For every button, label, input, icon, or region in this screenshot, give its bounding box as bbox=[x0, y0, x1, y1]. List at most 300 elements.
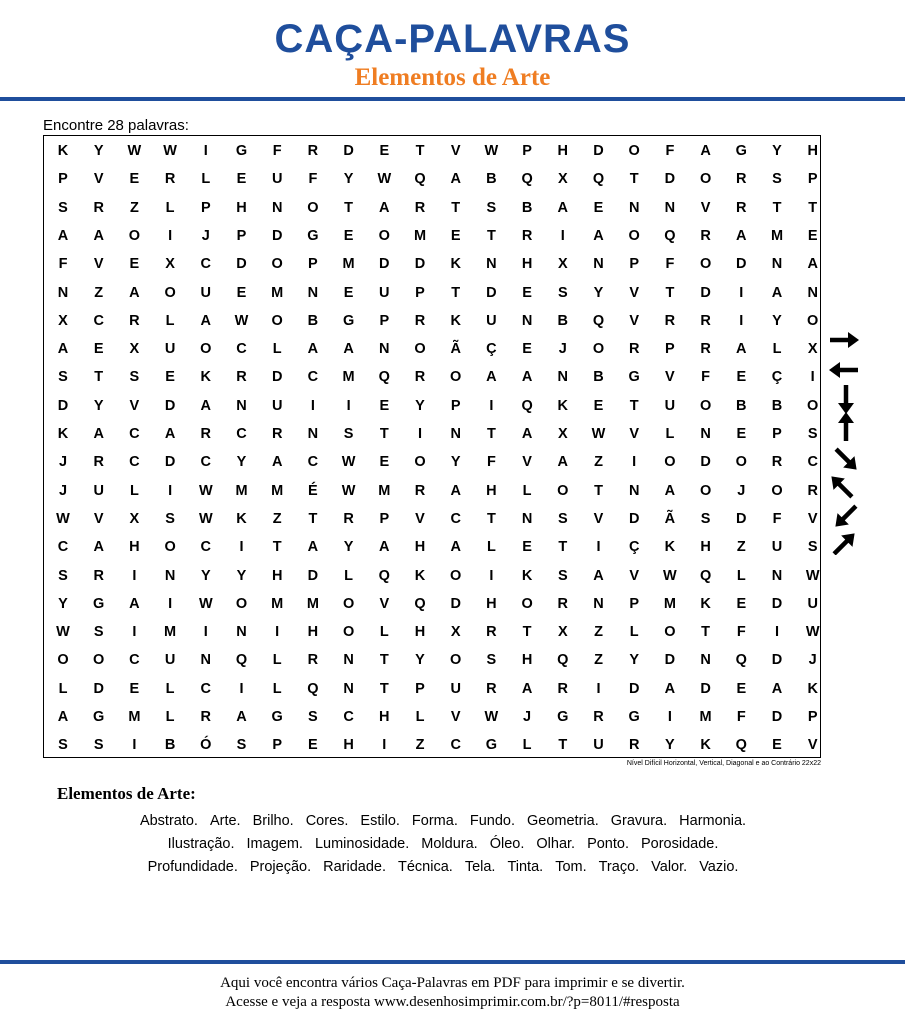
grid-letter: E bbox=[736, 595, 747, 612]
grid-letter: U bbox=[271, 171, 283, 188]
grid-letter: N bbox=[307, 426, 319, 442]
grid-letter: S bbox=[557, 567, 568, 584]
grid-letter: G bbox=[271, 709, 283, 725]
footer-line-2: Acesse e veja a resposta www.desenhosimprimir.com.br/?p=8011/#resposta bbox=[225, 994, 680, 1010]
grid-letter: C bbox=[200, 539, 212, 556]
grid-letter: L bbox=[344, 567, 354, 584]
grid-letter: W bbox=[341, 454, 356, 471]
grid-letter: C bbox=[236, 341, 247, 358]
grid-letter: V bbox=[379, 595, 390, 612]
grid-letter: S bbox=[129, 369, 140, 386]
grid-letter: A bbox=[271, 454, 283, 471]
grid-letter: V bbox=[593, 510, 604, 527]
grid-letter: Q bbox=[557, 652, 569, 669]
grid-letter: S bbox=[557, 284, 568, 301]
grid-letter: Q bbox=[307, 680, 319, 697]
grid-letter: M bbox=[699, 709, 712, 725]
grid-letter: E bbox=[736, 369, 747, 386]
grid-letter: Z bbox=[415, 737, 425, 754]
grid-letter: T bbox=[486, 426, 496, 442]
grid-letter: N bbox=[593, 256, 604, 273]
grid-letter: R bbox=[486, 624, 497, 641]
grid-letter: W bbox=[484, 143, 499, 159]
grid-letter: X bbox=[58, 312, 68, 329]
grid-letter: R bbox=[129, 312, 140, 329]
grid-letter: U bbox=[664, 397, 676, 414]
grid-letter: F bbox=[308, 171, 318, 188]
grid-letter: J bbox=[558, 341, 567, 358]
grid-letter: D bbox=[628, 680, 640, 697]
grid-letter: T bbox=[665, 284, 675, 301]
grid-letter: E bbox=[165, 369, 175, 386]
difficulty-note: Nível Difícil Horizontal, Vertical, Diagonal e ao Contrário 22x22 bbox=[626, 760, 821, 767]
grid-letter: V bbox=[665, 369, 675, 386]
grid-letter: T bbox=[522, 624, 532, 641]
grid-letter: Q bbox=[235, 652, 248, 669]
grid-letter: I bbox=[810, 369, 815, 386]
grid-letter: R bbox=[414, 482, 426, 499]
direction-arrows bbox=[826, 325, 866, 555]
grid-letter: G bbox=[557, 709, 569, 725]
grid-letter: E bbox=[236, 284, 247, 301]
grid-letter: O bbox=[450, 652, 462, 669]
grid-letter: T bbox=[415, 143, 425, 159]
grid-letter: A bbox=[129, 284, 140, 301]
grid-letter: N bbox=[557, 369, 569, 386]
word-item: Luminosidade. bbox=[314, 836, 410, 852]
grid-letter: K bbox=[521, 567, 533, 584]
word-item: Cores. bbox=[305, 813, 349, 829]
grid-letter: P bbox=[200, 199, 211, 216]
grid-letter: W bbox=[591, 426, 606, 442]
grid-letter: M bbox=[306, 595, 319, 612]
grid-letter: T bbox=[308, 510, 318, 527]
grid-letter: D bbox=[771, 652, 783, 669]
grid-letter: A bbox=[593, 227, 604, 244]
footer bbox=[0, 974, 905, 1012]
grid-letter: C bbox=[450, 510, 461, 527]
grid-letter: H bbox=[379, 709, 390, 725]
grid-letter: I bbox=[596, 680, 601, 697]
grid-letter: U bbox=[200, 284, 212, 301]
word-item: Ilustração. bbox=[167, 836, 235, 852]
grid-letter: M bbox=[378, 482, 391, 499]
grid-letter: O bbox=[664, 454, 676, 471]
grid-letter: S bbox=[807, 426, 818, 442]
grid-letter: D bbox=[771, 709, 783, 725]
grid-letter: T bbox=[272, 539, 282, 556]
grid-letter: X bbox=[129, 510, 140, 527]
grid-letter: I bbox=[168, 482, 173, 499]
grid-letter: U bbox=[164, 652, 176, 669]
grid-letter: O bbox=[664, 624, 676, 641]
grid-letter: Y bbox=[93, 397, 104, 414]
grid-letter: U bbox=[379, 284, 390, 301]
grid-letter: I bbox=[346, 397, 351, 414]
grid-letter: R bbox=[771, 454, 783, 471]
grid-letter: E bbox=[522, 341, 532, 358]
word-list-title: Elementos de Arte: bbox=[57, 784, 196, 803]
word-item: Gravura. bbox=[610, 813, 668, 829]
grid-letter: M bbox=[271, 595, 284, 612]
grid-letter: J bbox=[737, 482, 746, 499]
grid-letter: R bbox=[236, 369, 247, 386]
grid-letter: Q bbox=[664, 227, 676, 244]
grid-letter: O bbox=[128, 227, 141, 244]
grid-letter: W bbox=[341, 482, 356, 499]
grid-letter: K bbox=[807, 680, 818, 697]
grid-letter: G bbox=[235, 143, 248, 159]
grid-letter: E bbox=[236, 171, 247, 188]
grid-letter: T bbox=[558, 737, 568, 754]
grid-letter: L bbox=[665, 426, 675, 442]
grid-letter: Y bbox=[772, 312, 782, 329]
grid-letter: C bbox=[450, 737, 461, 754]
grid-letter: Ç bbox=[486, 341, 497, 358]
grid-letter: H bbox=[129, 539, 140, 556]
word-item: Tela. bbox=[464, 859, 496, 875]
grid-letter: Y bbox=[415, 397, 425, 414]
grid-letter: E bbox=[807, 227, 818, 244]
grid-letter: O bbox=[807, 397, 819, 414]
grid-letter: S bbox=[343, 426, 354, 442]
grid-letter: T bbox=[379, 652, 389, 669]
grid-letter: U bbox=[486, 312, 497, 329]
grid-letter: E bbox=[772, 737, 782, 754]
grid-letter: H bbox=[521, 652, 533, 669]
grid-letter: K bbox=[236, 510, 247, 527]
grid-letter: A bbox=[129, 595, 140, 612]
grid-letter: C bbox=[200, 454, 212, 471]
grid-letter: D bbox=[57, 397, 69, 414]
grid-letter: R bbox=[200, 709, 212, 725]
grid-letter: W bbox=[198, 482, 213, 499]
grid-letter: P bbox=[379, 312, 390, 329]
arrow-down-right-icon bbox=[830, 443, 862, 475]
word-item: Imagem. bbox=[246, 836, 303, 852]
grid-letter: A bbox=[593, 567, 604, 584]
grid-letter: W bbox=[198, 595, 213, 612]
arrow-left-icon bbox=[829, 362, 858, 378]
grid-letter: I bbox=[132, 737, 137, 754]
grid-letter: M bbox=[342, 256, 355, 273]
grid-letter: O bbox=[450, 567, 462, 584]
grid-letter: Ó bbox=[200, 737, 212, 754]
grid-letter: L bbox=[272, 341, 282, 358]
grid-letter: T bbox=[629, 397, 639, 414]
word-item: Traço. bbox=[598, 859, 640, 875]
grid-letter: A bbox=[557, 199, 569, 216]
grid-letter: T bbox=[344, 199, 354, 216]
grid-letter: O bbox=[414, 341, 426, 358]
grid-letter: O bbox=[557, 482, 569, 499]
grid-letter: N bbox=[379, 341, 390, 358]
grid-letter: R bbox=[557, 680, 569, 697]
grid-letter: O bbox=[628, 143, 640, 159]
grid-letter: A bbox=[700, 143, 711, 159]
grid-letter: A bbox=[307, 539, 319, 556]
grid-letter: Y bbox=[772, 143, 782, 159]
grid-letter: W bbox=[663, 567, 677, 584]
grid-letter: S bbox=[93, 624, 104, 641]
grid-letter: E bbox=[129, 680, 140, 697]
grid-letter: I bbox=[168, 595, 173, 612]
grid-letter: C bbox=[236, 426, 247, 442]
arrow-right-icon bbox=[830, 332, 859, 348]
grid-letter: N bbox=[164, 567, 176, 584]
grid-letter: A bbox=[771, 680, 783, 697]
grid-letter: C bbox=[129, 652, 140, 669]
grid-letter: D bbox=[379, 256, 390, 273]
grid-letter: L bbox=[522, 737, 532, 754]
grid-letter: C bbox=[129, 426, 140, 442]
grid-letter: R bbox=[307, 652, 319, 669]
grid-letter: I bbox=[168, 227, 173, 244]
grid-letter: R bbox=[93, 454, 104, 471]
grid-letter: H bbox=[414, 624, 426, 641]
grid-letter: L bbox=[58, 680, 68, 697]
grid-letter: F bbox=[665, 143, 675, 159]
word-item: Ponto. bbox=[587, 836, 629, 852]
grid-letter: A bbox=[736, 341, 747, 358]
grid-letter: M bbox=[235, 482, 248, 499]
grid-letter: C bbox=[93, 312, 104, 329]
grid-letter: B bbox=[307, 312, 319, 329]
grid-letter: O bbox=[771, 482, 783, 499]
grid-letter: P bbox=[58, 171, 68, 188]
grid-letter: A bbox=[450, 539, 461, 556]
grid-letter: R bbox=[93, 199, 104, 216]
grid-letter: R bbox=[664, 312, 676, 329]
grid-letter: O bbox=[271, 256, 283, 273]
grid-letter: W bbox=[377, 171, 392, 188]
grid-letter: Y bbox=[629, 652, 640, 669]
grid-letter: N bbox=[271, 199, 283, 216]
grid-letter: N bbox=[57, 284, 69, 301]
word-item: Técnica. bbox=[398, 859, 453, 875]
grid-letter: A bbox=[664, 680, 676, 697]
grid-letter: D bbox=[771, 595, 783, 612]
grid-letter: A bbox=[200, 312, 212, 329]
grid-letter: B bbox=[736, 397, 747, 414]
grid-letter: M bbox=[271, 482, 284, 499]
grid-letter: L bbox=[379, 624, 389, 641]
grid-letter: E bbox=[343, 284, 354, 301]
grid-letter: I bbox=[132, 567, 137, 584]
word-item: Profundidade. bbox=[147, 859, 238, 875]
grid-letter: S bbox=[165, 510, 175, 527]
grid-letter: Z bbox=[594, 454, 603, 471]
grid-letter: D bbox=[164, 397, 176, 414]
grid-letter: I bbox=[667, 709, 672, 725]
grid-letter: O bbox=[200, 341, 212, 358]
grid-letter: L bbox=[165, 199, 175, 216]
grid-letter: Z bbox=[594, 652, 603, 669]
grid-letter: S bbox=[58, 369, 68, 386]
grid-letter: Q bbox=[735, 737, 747, 754]
grid-letter: V bbox=[93, 171, 104, 188]
grid-letter: G bbox=[735, 143, 747, 159]
grid-letter: A bbox=[164, 426, 176, 442]
grid-letter: V bbox=[522, 454, 532, 471]
grid-letter: I bbox=[382, 737, 387, 754]
grid-letter: V bbox=[629, 567, 640, 584]
grid-letter: C bbox=[129, 454, 140, 471]
grid-letter: R bbox=[736, 199, 747, 216]
grid-letter: G bbox=[342, 312, 355, 329]
grid-letter: A bbox=[200, 397, 212, 414]
grid-letter: N bbox=[236, 624, 247, 641]
word-item: Geometria. bbox=[527, 813, 599, 829]
grid-letter: F bbox=[58, 256, 68, 273]
grid-letter: K bbox=[700, 737, 711, 754]
grid-letter: W bbox=[127, 143, 142, 159]
grid-letter: U bbox=[164, 341, 176, 358]
grid-letter: X bbox=[450, 624, 461, 641]
grid-letter: Ã bbox=[664, 510, 676, 527]
grid-letter: L bbox=[165, 709, 175, 725]
grid-letter: M bbox=[164, 624, 177, 641]
grid-letter: N bbox=[236, 397, 247, 414]
grid-letter: T bbox=[486, 510, 496, 527]
grid-letter: S bbox=[486, 199, 497, 216]
grid-letter: T bbox=[701, 624, 711, 641]
grid-letter: V bbox=[93, 510, 104, 527]
grid-letter: P bbox=[415, 680, 425, 697]
grid-letter: I bbox=[132, 624, 137, 641]
grid-letter: R bbox=[271, 426, 283, 442]
grid-letter: Y bbox=[58, 595, 68, 612]
grid-letter: V bbox=[629, 426, 640, 442]
grid-letter: O bbox=[307, 199, 319, 216]
grid-letter: A bbox=[486, 369, 497, 386]
grid-letter: N bbox=[807, 284, 818, 301]
grid-letter: R bbox=[557, 595, 569, 612]
grid-letter: F bbox=[701, 369, 711, 386]
word-list-line bbox=[43, 810, 843, 833]
grid-letter: E bbox=[129, 171, 140, 188]
grid-letter: I bbox=[417, 426, 423, 442]
grid-letter: W bbox=[484, 709, 499, 725]
grid-letter: Q bbox=[735, 652, 747, 669]
grid-letter: R bbox=[807, 482, 818, 499]
grid-letter: J bbox=[523, 709, 532, 725]
grid-letter: R bbox=[486, 680, 497, 697]
grid-letter: L bbox=[486, 539, 496, 556]
grid-letter: H bbox=[271, 567, 283, 584]
grid-letter: L bbox=[129, 482, 139, 499]
grid-letter: A bbox=[57, 709, 69, 725]
grid-letter: P bbox=[415, 284, 425, 301]
grid-letter: L bbox=[736, 567, 746, 584]
grid-letter: M bbox=[342, 369, 355, 386]
grid-letter: F bbox=[736, 709, 746, 725]
grid-letter: E bbox=[129, 256, 140, 273]
grid-letter: T bbox=[558, 539, 568, 556]
grid-letter: P bbox=[308, 256, 318, 273]
grid-letter: T bbox=[451, 199, 461, 216]
grid-letter: R bbox=[521, 227, 533, 244]
grid-letter: N bbox=[628, 482, 640, 499]
arrow-up-icon bbox=[838, 412, 854, 441]
word-item: Olhar. bbox=[536, 836, 576, 852]
word-item: Estilo. bbox=[360, 813, 400, 829]
grid-letter: I bbox=[774, 624, 780, 641]
word-item: Fundo. bbox=[469, 813, 515, 829]
grid-letter: O bbox=[699, 397, 712, 414]
grid-letter: Q bbox=[378, 567, 390, 584]
grid-letter: H bbox=[807, 143, 818, 159]
grid-letter: H bbox=[486, 482, 497, 499]
grid-letter: C bbox=[200, 680, 212, 697]
grid-letter: N bbox=[521, 510, 533, 527]
grid-letter: C bbox=[343, 709, 354, 725]
grid-letter: H bbox=[343, 737, 354, 754]
grid-letter: W bbox=[56, 510, 70, 527]
grid-letter: V bbox=[807, 510, 818, 527]
grid-letter: V bbox=[629, 312, 640, 329]
grid-letter: O bbox=[235, 595, 248, 612]
grid-letter: R bbox=[414, 312, 426, 329]
grid-letter: I bbox=[739, 284, 744, 301]
grid-letter: K bbox=[700, 595, 711, 612]
grid-letter: S bbox=[700, 510, 711, 527]
grid-letter: O bbox=[342, 624, 355, 641]
grid-letter: N bbox=[700, 426, 711, 442]
arrow-up-left-icon bbox=[826, 471, 858, 503]
grid-letter: M bbox=[413, 227, 427, 244]
grid-letter: I bbox=[310, 397, 315, 414]
grid-letter: D bbox=[700, 680, 711, 697]
grid-letter: H bbox=[307, 624, 319, 641]
grid-letter: E bbox=[308, 737, 318, 754]
grid-letter: L bbox=[165, 680, 175, 697]
grid-letter: O bbox=[378, 227, 390, 244]
word-item: Harmonia. bbox=[679, 813, 747, 829]
grid-letter: Z bbox=[272, 510, 282, 527]
grid-letter: E bbox=[736, 680, 747, 697]
page-title: CAÇA-PALAVRAS bbox=[274, 17, 631, 61]
grid-letter: D bbox=[700, 454, 711, 471]
grid-letter: S bbox=[807, 539, 818, 556]
grid-letter: X bbox=[557, 171, 568, 188]
grid-letter: G bbox=[485, 737, 498, 754]
grid-letter: Y bbox=[200, 567, 211, 584]
grid-letter: S bbox=[58, 737, 68, 754]
grid-letter: I bbox=[239, 680, 244, 697]
grid-letter: Q bbox=[699, 567, 712, 584]
grid-letter: S bbox=[557, 510, 568, 527]
word-item: Raridade. bbox=[323, 859, 386, 875]
grid-letter: E bbox=[736, 426, 747, 442]
grid-letter: O bbox=[699, 256, 712, 273]
grid-letter: I bbox=[739, 312, 744, 329]
arrow-down-left-icon bbox=[830, 500, 862, 532]
grid-letter: R bbox=[700, 227, 711, 244]
grid-letter: L bbox=[522, 482, 532, 499]
grid-letter: A bbox=[307, 341, 319, 358]
grid-letter: A bbox=[521, 680, 533, 697]
grid-letter: R bbox=[736, 171, 747, 188]
grid-letter: T bbox=[451, 284, 461, 301]
word-item: Moldura. bbox=[421, 836, 478, 852]
grid-letter: D bbox=[307, 567, 319, 584]
grid-letter: I bbox=[560, 227, 565, 244]
grid-letter: G bbox=[93, 595, 105, 612]
grid-letter: Q bbox=[378, 369, 390, 386]
word-item: Abstrato. bbox=[139, 813, 198, 829]
grid-letter: P bbox=[379, 510, 390, 527]
